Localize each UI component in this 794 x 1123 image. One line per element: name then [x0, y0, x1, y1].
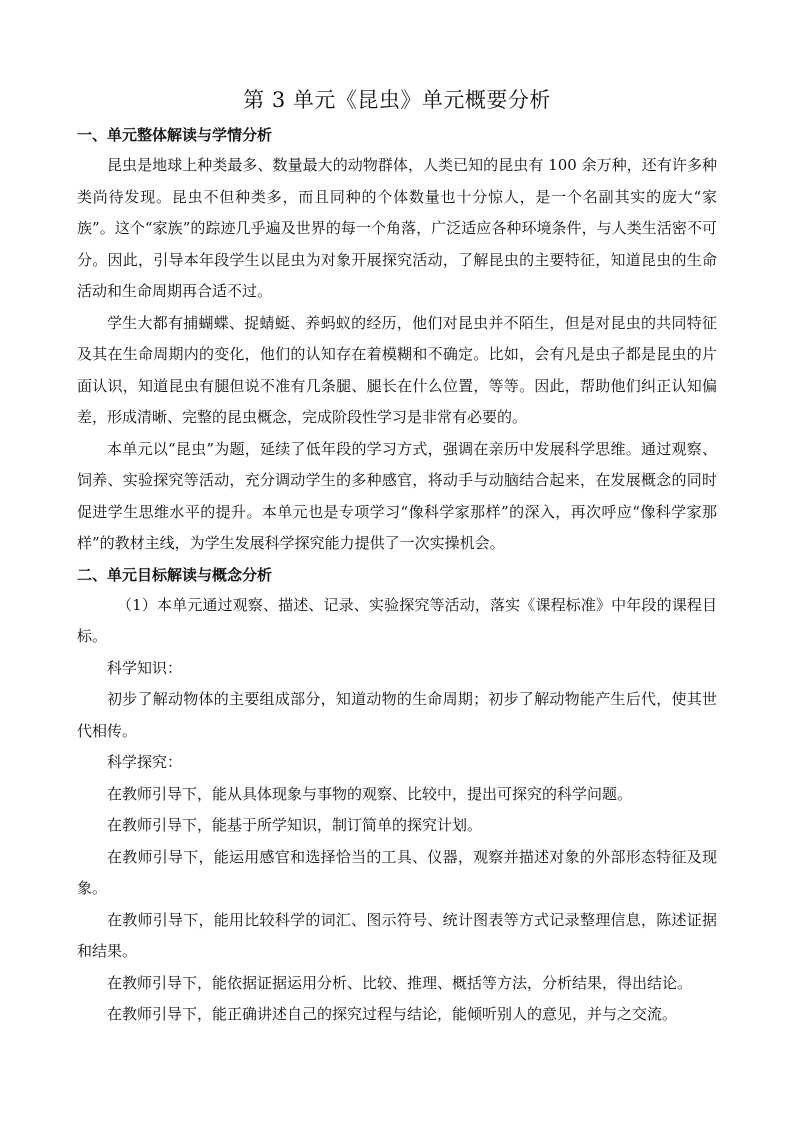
subheading-knowledge: 科学知识： — [107, 658, 183, 677]
paragraph: 在教师引导下，能运用感官和选择恰当的工具、仪器，观察并描述对象的外部形态特征及现象。 — [77, 847, 717, 897]
paragraph: 在教师引导下，能基于所学知识，制订简单的探究计划。 — [107, 816, 483, 834]
paragraph: 初步了解动物体的主要组成部分，知道动物的生命周期；初步了解动物能产生后代，使其世代相传。 — [77, 690, 717, 740]
section-heading-1: 一、单元整体解读与学情分析 — [77, 126, 273, 144]
paragraph: 学生大都有捕蝴蝶、捉蜻蜓、养蚂蚁的经历，他们对昆虫并不陌生，但是对昆虫的共同特征及其在生命周期内的变化，他们的认知存在着模糊和不确定。比如，会有凡是虫子都是昆虫的片面认识，知道昆虫有腿但说不准有几条腿、腿长在什么位置，等等。因此，帮助他们纠正认知偏差，形成清晰、完整的昆虫概念，完成阶段性学习是非常有必要的。 — [77, 313, 717, 426]
paragraph: 昆虫是地球上种类最多、数量最大的动物群体，人类已知的昆虫有 100 余万种，还有许多种类尚待发现。昆虫不但种类多，而且同种的个体数量也十分惊人，是一个名副其实的庞大“家族”。这个“家族”的踪迹几乎遍及世界的每一个角落，广泛适应各种环境条件，与人类生活密不可分。因此，引导本年段学生以昆虫为对象开展探究活动，了解昆虫的主要特征，知道昆虫的生命活动和生命周期再合适不过。 — [77, 156, 717, 300]
subheading-inquiry: 科学探究： — [107, 753, 183, 771]
paragraph: 在教师引导下，能正确讲述自己的探究过程与结论，能倾听别人的意见，并与之交流。 — [107, 1005, 678, 1023]
document-title: 第 3 单元《昆虫》单元概要分析 — [243, 88, 551, 112]
paragraph: 在教师引导下，能从具体现象与事物的观察、比较中，提出可探究的科学问题。 — [107, 784, 633, 803]
section-heading-2: 二、单元目标解读与概念分析 — [77, 565, 273, 584]
paragraph: 在教师引导下，能依据证据运用分析、比较、推理、概括等方法，分析结果，得出结论。 — [107, 973, 693, 992]
paragraph: （1）本单元通过观察、描述、记录、实验探究等活动，落实《课程标准》中年段的课程目标。 — [77, 595, 717, 645]
paragraph: 本单元以“昆虫”为题，延续了低年段的学习方式，强调在亲历中发展科学思维。通过观察、饲养、实验探究等活动，充分调动学生的多种感官，将动手与动脑结合起来，在发展概念的同时促进学生思维水平的提升。本单元也是专项学习“像科学家那样”的深入，再次呼应“像科学家那样”的教材主线，为学生发展科学探究能力提供了一次实操机会。 — [77, 439, 717, 552]
document-page — [77, 84, 717, 1031]
paragraph: 在教师引导下，能用比较科学的词汇、图示符号、统计图表等方式记录整理信息，陈述证据和结果。 — [77, 910, 717, 960]
